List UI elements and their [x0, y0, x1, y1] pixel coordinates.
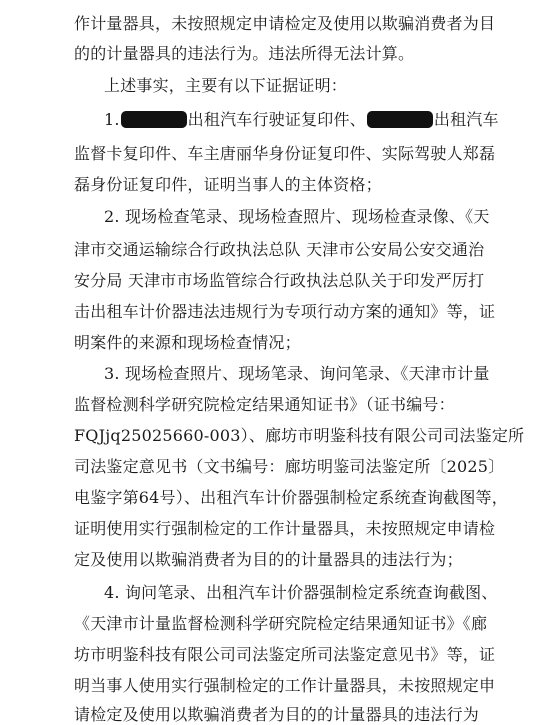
- text-line: 监督检测科学研究院检定结果通知证书》（证书编号：: [74, 395, 455, 414]
- text-line: FQJjq25025660-003）、廊坊市明鉴科技有限公司司法鉴定所: [74, 426, 525, 445]
- evidence-item-1-first-line: [104, 110, 524, 130]
- text-segment: 出租汽车行驶证复印件、: [187, 110, 366, 129]
- text-line: 司法鉴定意见书（文书编号：廊坊明鉴司法鉴定所〔2025〕: [74, 457, 505, 476]
- text-line: 磊身份证复印件，证明当事人的主体资格；: [74, 175, 382, 194]
- text-segment: 出租汽车: [433, 110, 499, 129]
- text-line: 津市交通运输综合行政执法总队 天津市公安局公安交通治: [74, 240, 485, 259]
- item-number: 1.: [104, 110, 120, 129]
- text-line: 监督卡复印件、车主唐丽华身份证复印件、实际驾驶人郑磊: [74, 144, 496, 163]
- text-line: 请检定及使用以欺骗消费者为目的的计量器具的违法行为: [74, 705, 480, 724]
- text-line: 明当事人使用实行强制检定的工作计量器具，未按照规定申: [74, 676, 496, 695]
- text-line: 安分局 天津市市场监管综合行政执法总队关于印发严厉打: [74, 271, 485, 290]
- text-line: 明案件的来源和现场检查情况；: [74, 333, 301, 352]
- text-line: 2. 现场检查笔录、现场检查照片、现场检查录像、《天: [104, 207, 490, 226]
- text-line: 的的计量器具的违法行为。违法所得无法计算。: [74, 44, 415, 63]
- text-line: 定及使用以欺骗消费者为目的的计量器具的违法行为；: [74, 550, 463, 569]
- text-line: 证明使用实行强制检定的工作计量器具，未按照规定申请检: [74, 519, 496, 538]
- text-line: 《天津市计量监督检测科学研究院检定结果通知证书》《廊: [74, 614, 488, 633]
- text-line: 3. 现场检查照片、现场笔录、询问笔录、《天津市计量: [104, 364, 490, 383]
- text-line: 击出租车计价器违法违规行为专项行动方案的通知》等，证: [74, 302, 496, 321]
- text-line: 电鉴字第64号）、出租汽车计价器强制检定系统查询截图等，: [74, 488, 508, 507]
- redaction-block: [121, 111, 187, 128]
- redaction-block: [367, 111, 433, 128]
- text-line: 坊市明鉴科技有限公司司法鉴定所司法鉴定意见书》等，证: [74, 645, 496, 664]
- text-line: 上述事实，主要有以下证据证明：: [104, 76, 348, 95]
- text-line: 作计量器具，未按照规定申请检定及使用以欺骗消费者为目: [74, 14, 496, 33]
- text-line: 4. 询问笔录、出租汽车计价器强制检定系统查询截图、: [104, 583, 498, 602]
